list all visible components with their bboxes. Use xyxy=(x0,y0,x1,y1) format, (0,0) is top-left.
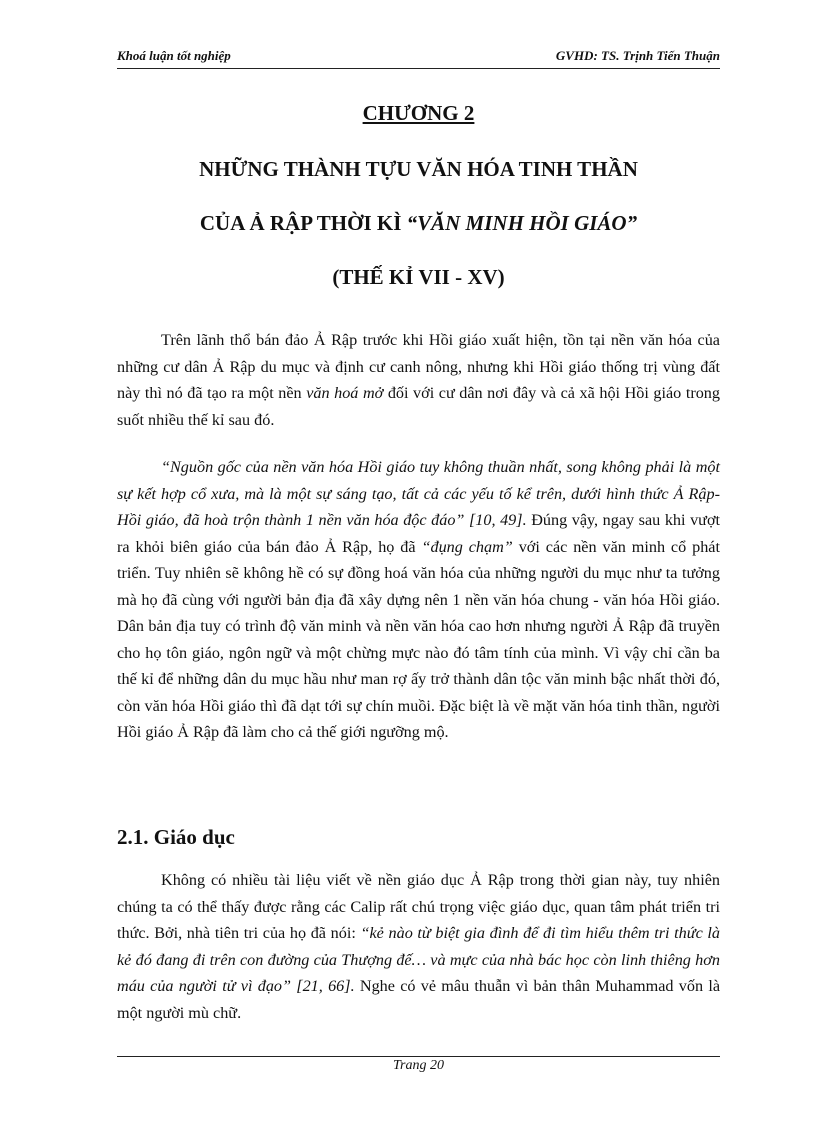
chapter-heading: CHƯƠNG 2 xyxy=(362,101,475,125)
title-line-2-italic: “VĂN MINH HỒI GIÁO” xyxy=(406,211,638,235)
p3-text-a: Không có nhiều tài liệu viết về nền giáo dục Ả Rập trong thời gian này, tuy nhiên chúng ta có thể thấy được rằng các Calip rất chú trọng việc giáo dục, quan tâm phát triển tri thức. Bởi, nhà tiên tri của họ đã nói: xyxy=(117,871,720,942)
page-number: Trang 20 xyxy=(393,1058,444,1073)
title-line-1: NHỮNG THÀNH TỰU VĂN HÓA TINH THẦN xyxy=(199,157,638,181)
p1-italic: văn hoá mở xyxy=(306,384,384,402)
p1-text-c: đối với cư dân nơi đây và cả xã hội Hồi giáo trong suốt nhiều thế kỉ sau đó. xyxy=(117,384,720,429)
p3-quote: “kẻ nào từ biệt gia đình để đi tìm hiểu thêm tri thức là kẻ đó đang đi trên con đường của Thượng đế… và mực của nhà bác học còn linh thiêng hơn máu của người tử vì đạo” [21, 66]. xyxy=(117,924,721,995)
p3-text-c: Nghe có vẻ mâu thuẫn vì bản thân Muhammad vốn là một người mù chữ. xyxy=(117,977,721,1022)
p2-text-b: Đúng vậy, ngay sau khi vượt ra khỏi biên giáo của bán đảo Ả Rập, họ đã xyxy=(117,511,721,556)
p2-quote: “Nguồn gốc của nền văn hóa Hồi giáo tuy không thuần nhất, song không phải là một sự kết hợp cổ xưa, mà là một sự sáng tạo, tất cả các yếu tố kể trên, dưới hình thức Ả Rập- Hồi giáo, đã hoà trộn thành 1 nền văn hóa độc đáo” [10, 49]. xyxy=(117,458,720,529)
paragraph-3 xyxy=(117,867,720,1026)
header-left-text: Khoá luận tốt nghiệp xyxy=(117,48,231,63)
p2-text-d: với các nền văn minh cổ phát triển. Tuy nhiên sẽ không hề có sự đồng hoá văn hóa của những người du mục như ta tưởng mà họ đã cùng với người bản địa đã xây dựng nên 1 nền văn hóa chung - văn hóa Hồi giáo. Dân bản địa tuy có trình độ văn minh và nền văn hóa cao hơn nhưng người Ả Rập đã truyền cho họ tôn giáo, ngôn ngữ và một chừng mực nào đó tâm tính của mình. Vì vậy chỉ cần ba thế kỉ để những dân du mục hầu như man rợ ấy trở thành dân tộc văn minh bậc nhất thời đó, còn văn hóa Hồi giáo thì đã dạt tới sự chín muồi. Đặc biệt là về mặt văn hóa tinh thần, người Hồi giáo Ả Rập đã làm cho cả thế giới ngưỡng mộ. xyxy=(117,537,720,741)
p1-text-a: Trên lãnh thổ bán đảo Ả Rập trước khi Hồi giáo xuất hiện, tồn tại nền văn hóa của những cư dân Ả Rập du mục và định cư canh nông, nhưng khi Hồi giáo thống trị vùng đất này thì nó đã tạo ra một nền xyxy=(117,331,720,402)
footer-divider xyxy=(117,1056,720,1057)
paragraph-1 xyxy=(117,327,720,433)
title-line-3: (THẾ KỈ VII - XV) xyxy=(332,265,505,289)
title-line-2 xyxy=(117,211,720,236)
header-right-text: GVHD: TS. Trịnh Tiến Thuận xyxy=(555,48,720,63)
title-line-2-text: CỦA Ả RẬP THỜI KÌ xyxy=(199,211,407,235)
p2-italic: “đụng chạm” xyxy=(421,537,513,556)
section-heading: 2.1. Giáo dục xyxy=(117,825,235,849)
page-header xyxy=(117,48,720,69)
paragraph-2 xyxy=(117,454,720,746)
